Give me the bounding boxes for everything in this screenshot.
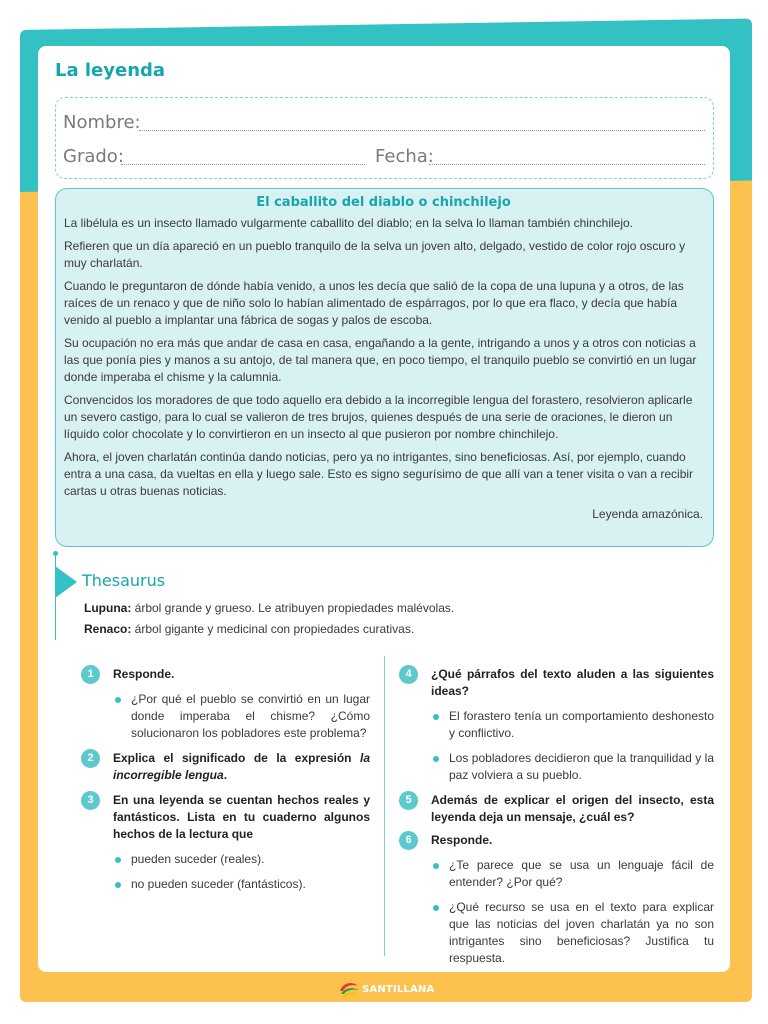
question-number-badge: 2 <box>81 749 100 768</box>
thesaurus-arrow-icon <box>55 566 77 598</box>
question-2 <box>81 750 370 784</box>
question-4 <box>399 666 714 784</box>
reading-title: El caballito del diablo o chinchilejo <box>256 195 511 210</box>
question-number-badge: 5 <box>399 791 418 810</box>
page-title: La leyenda <box>55 60 166 81</box>
question-bullet: Los pobladores decidieron que la tranquilidad y la paz volviera a su pueblo. <box>431 750 714 784</box>
reading-paragraph: La libélula es un insecto llamado vulgarmente caballito del diablo; en la selva lo llaman también chinchilejo. <box>64 216 634 230</box>
date-label: Fecha: <box>375 146 434 167</box>
question-bullet: El forastero tenía un comportamiento deshonesto y conflictivo. <box>431 708 714 742</box>
thesaurus-definition: árbol gigante y medicinal con propiedades curativas. <box>131 622 415 636</box>
column-divider <box>384 656 385 956</box>
reading-source: Leyenda amazónica. <box>592 507 703 521</box>
question-number-badge: 6 <box>399 831 418 850</box>
publisher-name: SANTILLANA <box>362 983 435 995</box>
question-number-badge: 4 <box>399 665 418 684</box>
reading-paragraph: Su ocupación no era más que andar de casa en casa, engañando a la gente, intrigando a unos y a otros con noticias a las que ponía pies y manos a su antojo, de tal manera que, en poco tiempo, el tranquilo pueblo se convirtió en un lugar donde imperaba el chisme y la calumnia. <box>64 336 697 384</box>
question-bullet: pueden suceder (reales). <box>113 851 370 868</box>
connector-line <box>55 598 56 640</box>
name-label: Nombre: <box>63 112 141 133</box>
question-text-italic: la incorregible lengua <box>113 751 370 782</box>
question-number-badge: 3 <box>81 791 100 810</box>
reading-paragraph: Cuando le preguntaron de dónde había venido, a unos les decía que salió de la copa de una lupuna y a otros, de las raíces de un renaco y que de niño solo lo habían alimentado de espárragos, por lo que era flaco, y decía que había venido al pueblo a implantar una fábrica de sogas y palos de escoba. <box>64 279 684 327</box>
questions-right-column <box>399 666 714 975</box>
reading-paragraph: Ahora, el joven charlatán continúa dando noticias, pero ya no intrigantes, sino beneficiosas. Así, por ejemplo, cuando entra a una casa, da vueltas en ella y luego sale. Esto es signo segurísimo de que allí van a tener visita o van a recibir cartas u otras buenas noticias. <box>64 450 694 498</box>
santillana-logo-icon <box>338 979 360 999</box>
questions-left-column <box>81 666 370 901</box>
question-bullet: ¿Te parece que se usa un lenguaje fácil de entender? ¿Por qué? <box>431 857 714 891</box>
thesaurus-title: Thesaurus <box>82 571 166 590</box>
thesaurus-definition: árbol grande y grueso. Le atribuyen propiedades malévolas. <box>131 601 455 615</box>
student-info-box <box>55 97 714 179</box>
grade-field[interactable] <box>121 164 365 165</box>
question-text: En una leyenda se cuentan hechos reales y fantásticos. Lista en tu cuaderno algunos hechos de la lectura que <box>113 793 370 841</box>
reading-paragraph: Convencidos los moradores de que todo aquello era debido a la incorregible lengua del forastero, resolvieron aplicarle un severo castigo, para lo cual se valieron de tres brujos, quienes después de una serie de oraciones, le dieron un líquido color chocolate y lo convirtieron en un insecto al que pusieron por nombre chinchilejo. <box>64 393 693 441</box>
thesaurus-term: Renaco: <box>84 622 132 636</box>
question-3 <box>81 792 370 893</box>
question-1 <box>81 666 370 742</box>
reading-box <box>55 188 714 547</box>
thesaurus-term: Lupuna: <box>84 601 132 615</box>
question-text: Responde. <box>431 833 493 847</box>
question-text: Responde. <box>113 667 175 681</box>
grade-label: Grado: <box>63 146 124 167</box>
question-number-badge: 1 <box>81 665 100 684</box>
reading-paragraph: Refieren que un día apareció en un pueblo tranquilo de la selva un joven alto, delgado, vestido de color rojo oscuro y muy charlatán. <box>64 239 686 270</box>
name-field[interactable] <box>139 130 705 131</box>
question-bullet: ¿Qué recurso se usa en el texto para explicar que las noticias del joven charlatán ya no son intrigantes sino beneficiosas? Justifica tu respuesta. <box>431 899 714 967</box>
question-text: Además de explicar el origen del insecto, esta leyenda deja un mensaje, ¿cuál es? <box>431 793 714 824</box>
question-text-part: . <box>223 768 228 782</box>
question-text-part: Explica el significado de la expresión <box>113 751 360 765</box>
question-bullet: no pueden suceder (fantásticos). <box>113 876 370 893</box>
question-text <box>113 750 370 784</box>
question-5 <box>399 792 714 826</box>
thesaurus-entry <box>84 601 454 615</box>
question-text: ¿Qué párrafos del texto aluden a las siguientes ideas? <box>431 667 714 698</box>
thesaurus-entry <box>84 622 414 636</box>
publisher-logo <box>338 978 434 1000</box>
date-field[interactable] <box>429 164 705 165</box>
question-bullet: ¿Por qué el pueblo se convirtió en un lugar donde imperaba el chisme? ¿Cómo solucionaron los pobladores este problema? <box>113 691 370 742</box>
question-6 <box>399 832 714 967</box>
